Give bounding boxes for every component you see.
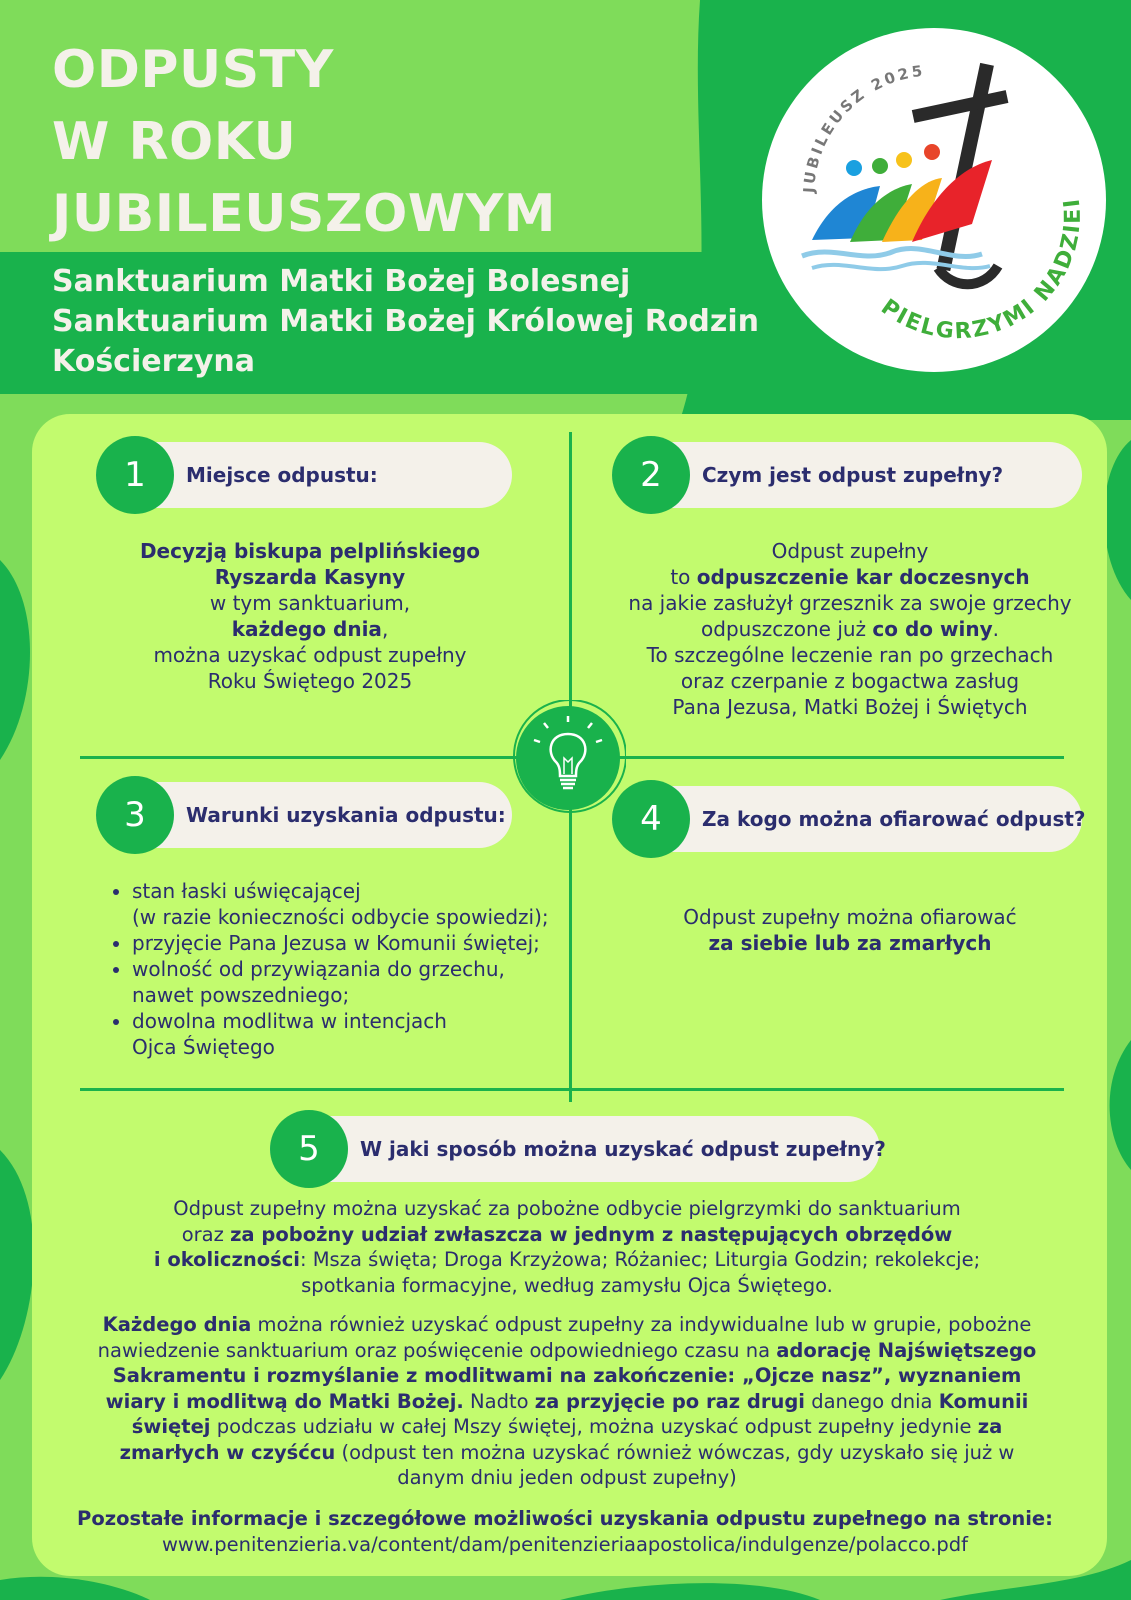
section-5-details: Każdego dnia można również uzyskać odpust zupełny za indywidualne lub w grupie, pobożne nawiedzenie sanktuarium oraz poświęcenie odpowiedniego czasu na adorację Najświętszego Sakramentu i rozmyślanie z modlitwami na zakończenie: „Ojcze nasz”, wyznaniem wiary i modlitwą do Matki Bożej. Nadto za przyjęcie po raz drugi danego dnia Komunii świętej podczas udziału w całej Mszy świętej, można uzyskać odpust zupełny jedynie za zmarłych w czyśćcu (odpust ten można uzyskać również wówczas, gdy uzyskało się już w danym dniu jeden odpust zupełny) [97, 1313, 1037, 1489]
title-line: JUBILEUSZOWYM [52, 184, 557, 244]
location-line: Kościerzyna [52, 344, 256, 379]
body-text: Odpust zupełny można uzyskać za pobożne odbycie pielgrzymki do sanktuarium [173, 1197, 961, 1220]
jubilee-logo [762, 28, 1106, 372]
sanctuary-names [52, 262, 759, 382]
footer-info [60, 1506, 1070, 1558]
body-text: oraz czerpanie z bogactwa zasług [680, 669, 1020, 693]
body-text: odpuszczone już [701, 617, 873, 641]
section-heading: Warunki uzyskania odpustu: [186, 803, 506, 827]
section-1-body [90, 538, 530, 694]
title-line: W ROKU [52, 112, 297, 172]
section-4-header [612, 786, 1086, 852]
section-heading: Za kogo można ofiarować odpust? [702, 807, 1086, 831]
page-title [52, 34, 556, 250]
section-heading: Czym jest odpust zupełny? [702, 463, 1004, 487]
section-3-header [96, 782, 512, 848]
body-text: Decyzją biskupa pelplińskiego [139, 539, 481, 563]
body-text: Odpust zupełny [771, 539, 929, 563]
body-text: spotkania formacyjne, według zamysłu Ojca Świętego. [301, 1273, 833, 1297]
horizontal-divider [80, 1088, 1064, 1091]
section-4-body [610, 904, 1090, 956]
logo-arc-top-text: JUBILEUSZ 2025 [799, 61, 927, 194]
section-number: 3 [96, 776, 174, 854]
body-text: Odpust zupełny można ofiarować [683, 905, 1017, 929]
lightbulb-icon [510, 700, 626, 816]
section-5-header [270, 1116, 886, 1182]
body-text: w tym sanktuarium, [209, 591, 411, 615]
list-item: • stan łaski uświęcającej (w razie konieczności odbycie spowiedzi); [132, 878, 549, 930]
body-text: Pana Jezusa, Matki Bożej i Świętych [672, 695, 1028, 719]
section-1-header [96, 442, 512, 508]
list-item: • dowolna modlitwa w intencjach Ojca Świętego [132, 1008, 549, 1060]
punctuation: , [381, 617, 389, 641]
section-number: 1 [96, 436, 174, 514]
footer-url-link[interactable]: www.penitenzieria.va/content/dam/penitenzieriaapostolica/indulgenze/polacco.pdf [161, 1533, 969, 1556]
svg-text:JUBILEUSZ 2025 [800, 62, 926, 195]
conditions-list [106, 878, 549, 1060]
title-line: ODPUSTY [52, 40, 334, 100]
section-5-intro: Odpust zupełny można uzyskać za pobożne odbycie pielgrzymki do sanktuarium oraz za pobożny udział zwłaszcza w jednym z następujących obrzędów i okoliczności: Msza święta; Droga Krzyżowa; Różaniec; Liturgia Godzin; rekolekcje; spotkania formacyjne, według zamysłu Ojca Świętego. [80, 1196, 1054, 1298]
section-heading: W jaki sposób można uzyskać odpust zupełny? [360, 1137, 886, 1161]
sanctuary-line: Sanktuarium Matki Bożej Królowej Rodzin [52, 304, 759, 339]
body-text: każdego dnia [231, 617, 382, 641]
body-text: na jakie zasłużył grzesznik za swoje grzechy [628, 591, 1072, 615]
body-text: to [670, 565, 697, 589]
section-2-header [612, 442, 1082, 508]
section-2-body [610, 538, 1090, 720]
section-number: 4 [612, 780, 690, 858]
body-text: Ryszarda Kasyny [214, 565, 406, 589]
punctuation: . [992, 617, 999, 641]
body-text: odpuszczenie kar doczesnych [696, 565, 1030, 589]
logo-arc-bottom-text: PIELGRZYMI NADZIEI [876, 195, 1086, 345]
jubilee-logo-graphic [762, 28, 1106, 372]
body-text: co do winy [872, 617, 993, 641]
section-number: 5 [270, 1110, 348, 1188]
footer-heading: Pozostałe informacje i szczegółowe możliwości uzyskania odpustu zupełnego na stronie: [77, 1507, 1053, 1530]
sanctuary-line: Sanktuarium Matki Bożej Bolesnej [52, 264, 631, 299]
body-text: za siebie lub za zmarłych [708, 931, 992, 955]
body-text: Roku Świętego 2025 [207, 669, 413, 693]
list-item: • wolność od przywiązania do grzechu, nawet powszedniego; [132, 956, 549, 1008]
body-text: To szczególne leczenie ran po grzechach [646, 643, 1054, 667]
body-text: można uzyskać odpust zupełny [153, 643, 467, 667]
section-number: 2 [612, 436, 690, 514]
section-heading: Miejsce odpustu: [186, 463, 378, 487]
list-item: • przyjęcie Pana Jezusa w Komunii świętej; [132, 930, 549, 956]
